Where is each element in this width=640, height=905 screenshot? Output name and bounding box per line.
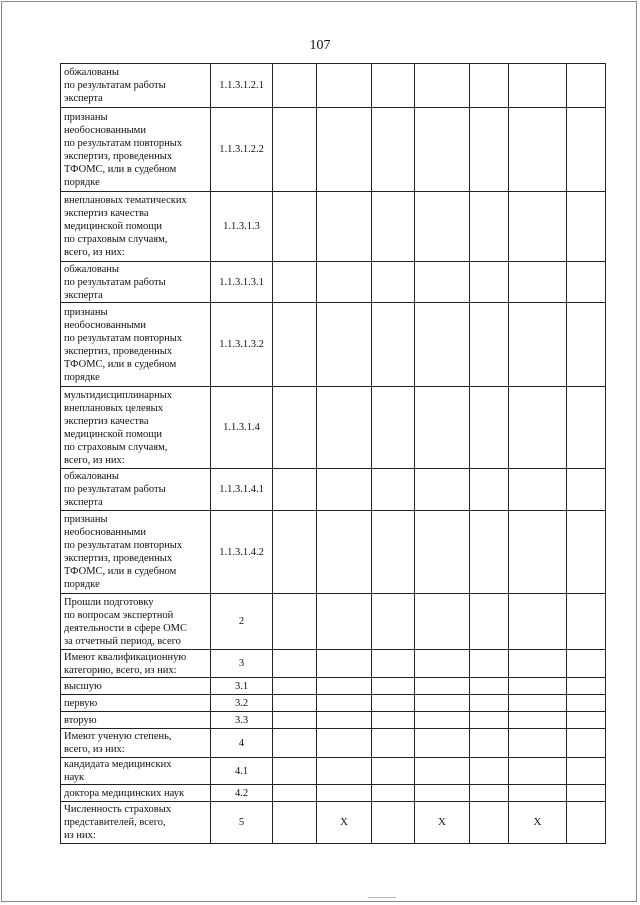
row-code: 3	[211, 650, 273, 678]
value-cell	[415, 729, 470, 758]
value-cell	[509, 758, 567, 785]
value-cell	[567, 64, 606, 108]
value-cell	[509, 108, 567, 192]
value-cell	[273, 785, 317, 802]
row-label: признаны необоснованными по результатам повторных экспертиз, проведенных ТФОМС, или в судебном порядке	[61, 511, 211, 594]
value-cell	[470, 678, 509, 695]
value-cell	[509, 511, 567, 594]
value-cell	[273, 387, 317, 469]
row-code: 1.1.3.1.2.2	[211, 108, 273, 192]
value-cell	[509, 712, 567, 729]
table-row	[61, 650, 606, 678]
value-cell	[317, 387, 372, 469]
table-row	[61, 695, 606, 712]
value-cell	[273, 303, 317, 387]
report-table	[60, 63, 606, 844]
table-row	[61, 192, 606, 262]
value-cell	[567, 678, 606, 695]
value-cell	[273, 64, 317, 108]
table-body	[61, 64, 606, 844]
value-cell	[567, 303, 606, 387]
value-cell	[317, 303, 372, 387]
value-cell	[567, 192, 606, 262]
value-cell	[273, 729, 317, 758]
table-row	[61, 712, 606, 729]
value-cell	[372, 469, 415, 511]
value-cell	[509, 64, 567, 108]
value-cell	[470, 108, 509, 192]
row-code: 1.1.3.1.4.1	[211, 469, 273, 511]
table-row	[61, 511, 606, 594]
table-row	[61, 758, 606, 785]
table-row	[61, 262, 606, 303]
row-code: 1.1.3.1.4	[211, 387, 273, 469]
value-cell	[567, 387, 606, 469]
row-code: 1.1.3.1.3.2	[211, 303, 273, 387]
value-cell	[372, 511, 415, 594]
row-label: кандидата медицинских наук	[61, 758, 211, 785]
value-cell	[273, 758, 317, 785]
row-code: 1.1.3.1.2.1	[211, 64, 273, 108]
value-cell	[415, 758, 470, 785]
value-cell	[509, 785, 567, 802]
value-cell	[372, 802, 415, 844]
value-cell	[273, 695, 317, 712]
value-cell	[415, 695, 470, 712]
value-cell	[470, 785, 509, 802]
value-cell	[509, 650, 567, 678]
value-cell	[470, 192, 509, 262]
page-number: 107	[309, 38, 331, 53]
table-row	[61, 594, 606, 650]
value-cell	[470, 594, 509, 650]
value-cell	[415, 678, 470, 695]
value-cell	[273, 802, 317, 844]
value-cell	[273, 650, 317, 678]
value-cell	[372, 758, 415, 785]
table-row	[61, 303, 606, 387]
value-cell	[317, 469, 372, 511]
value-cell	[273, 108, 317, 192]
value-cell	[273, 469, 317, 511]
row-code: 5	[211, 802, 273, 844]
table-row	[61, 678, 606, 695]
value-cell	[317, 650, 372, 678]
row-label: Имеют ученую степень, всего, из них:	[61, 729, 211, 758]
value-cell	[567, 712, 606, 729]
value-cell: X	[509, 802, 567, 844]
value-cell	[317, 785, 372, 802]
value-cell	[470, 729, 509, 758]
value-cell	[415, 650, 470, 678]
value-cell	[372, 695, 415, 712]
value-cell	[509, 387, 567, 469]
value-cell	[317, 262, 372, 303]
value-cell	[372, 650, 415, 678]
value-cell	[470, 64, 509, 108]
value-cell	[415, 712, 470, 729]
value-cell	[415, 192, 470, 262]
row-label: Прошли подготовку по вопросам экспертной деятельности в сфере ОМС за отчетный период, всего	[61, 594, 211, 650]
value-cell	[317, 712, 372, 729]
value-cell	[470, 650, 509, 678]
value-cell	[470, 303, 509, 387]
row-label: обжалованы по результатам работы эксперта	[61, 262, 211, 303]
value-cell	[567, 758, 606, 785]
value-cell	[509, 695, 567, 712]
value-cell	[470, 469, 509, 511]
row-code: 3.3	[211, 712, 273, 729]
value-cell	[372, 785, 415, 802]
scan-artifact	[368, 897, 396, 898]
value-cell	[415, 511, 470, 594]
row-label: Численность страховых представителей, всего, из них:	[61, 802, 211, 844]
value-cell	[273, 262, 317, 303]
value-cell	[509, 192, 567, 262]
value-cell	[509, 303, 567, 387]
value-cell	[372, 303, 415, 387]
value-cell	[567, 594, 606, 650]
row-code: 1.1.3.1.4.2	[211, 511, 273, 594]
value-cell	[372, 729, 415, 758]
value-cell	[273, 511, 317, 594]
row-code: 4.2	[211, 785, 273, 802]
value-cell	[470, 511, 509, 594]
value-cell	[317, 594, 372, 650]
row-label: доктора медицинских наук	[61, 785, 211, 802]
value-cell	[415, 594, 470, 650]
value-cell	[509, 729, 567, 758]
value-cell	[372, 678, 415, 695]
value-cell	[567, 695, 606, 712]
value-cell	[567, 511, 606, 594]
value-cell	[372, 712, 415, 729]
value-cell	[567, 262, 606, 303]
value-cell	[509, 469, 567, 511]
table-row	[61, 785, 606, 802]
value-cell	[470, 262, 509, 303]
value-cell	[372, 262, 415, 303]
value-cell	[415, 262, 470, 303]
row-code: 2	[211, 594, 273, 650]
value-cell	[415, 469, 470, 511]
row-code: 3.1	[211, 678, 273, 695]
row-code: 1.1.3.1.3	[211, 192, 273, 262]
value-cell	[317, 511, 372, 594]
value-cell: X	[317, 802, 372, 844]
value-cell	[317, 678, 372, 695]
value-cell	[273, 678, 317, 695]
value-cell	[470, 758, 509, 785]
table-row	[61, 729, 606, 758]
value-cell	[317, 64, 372, 108]
value-cell	[415, 785, 470, 802]
value-cell	[470, 712, 509, 729]
table-row	[61, 64, 606, 108]
value-cell	[567, 650, 606, 678]
row-code: 3.2	[211, 695, 273, 712]
row-label: первую	[61, 695, 211, 712]
table-row	[61, 108, 606, 192]
value-cell	[415, 387, 470, 469]
row-label: признаны необоснованными по результатам повторных экспертиз, проведенных ТФОМС, или в судебном порядке	[61, 303, 211, 387]
value-cell	[273, 192, 317, 262]
row-code: 4.1	[211, 758, 273, 785]
value-cell	[317, 695, 372, 712]
value-cell	[567, 785, 606, 802]
value-cell	[567, 469, 606, 511]
value-cell	[372, 387, 415, 469]
value-cell	[470, 802, 509, 844]
row-label: мультидисциплинарных внеплановых целевых экспертиз качества медицинской помощи по страховым случаям, всего, из них:	[61, 387, 211, 469]
value-cell	[415, 303, 470, 387]
value-cell	[372, 64, 415, 108]
value-cell	[372, 594, 415, 650]
table-row	[61, 387, 606, 469]
row-label: высшую	[61, 678, 211, 695]
value-cell	[470, 387, 509, 469]
value-cell	[317, 192, 372, 262]
value-cell	[509, 262, 567, 303]
value-cell	[273, 594, 317, 650]
value-cell	[415, 64, 470, 108]
value-cell	[567, 729, 606, 758]
value-cell	[273, 712, 317, 729]
value-cell	[567, 108, 606, 192]
row-label: внеплановых тематических экспертиз качества медицинской помощи по страховым случаям, всего, из них:	[61, 192, 211, 262]
value-cell	[317, 108, 372, 192]
value-cell	[317, 729, 372, 758]
row-code: 4	[211, 729, 273, 758]
row-label: признаны необоснованными по результатам повторных экспертиз, проведенных ТФОМС, или в судебном порядке	[61, 108, 211, 192]
value-cell	[372, 108, 415, 192]
row-label: Имеют квалификационную категорию, всего, из них:	[61, 650, 211, 678]
value-cell	[317, 758, 372, 785]
row-label: обжалованы по результатам работы эксперта	[61, 469, 211, 511]
table-row	[61, 469, 606, 511]
value-cell	[372, 192, 415, 262]
value-cell	[509, 594, 567, 650]
value-cell	[567, 802, 606, 844]
table-row	[61, 802, 606, 844]
value-cell	[415, 108, 470, 192]
value-cell	[470, 695, 509, 712]
row-label: обжалованы по результатам работы эксперта	[61, 64, 211, 108]
row-label: вторую	[61, 712, 211, 729]
row-code: 1.1.3.1.3.1	[211, 262, 273, 303]
value-cell	[509, 678, 567, 695]
value-cell: X	[415, 802, 470, 844]
